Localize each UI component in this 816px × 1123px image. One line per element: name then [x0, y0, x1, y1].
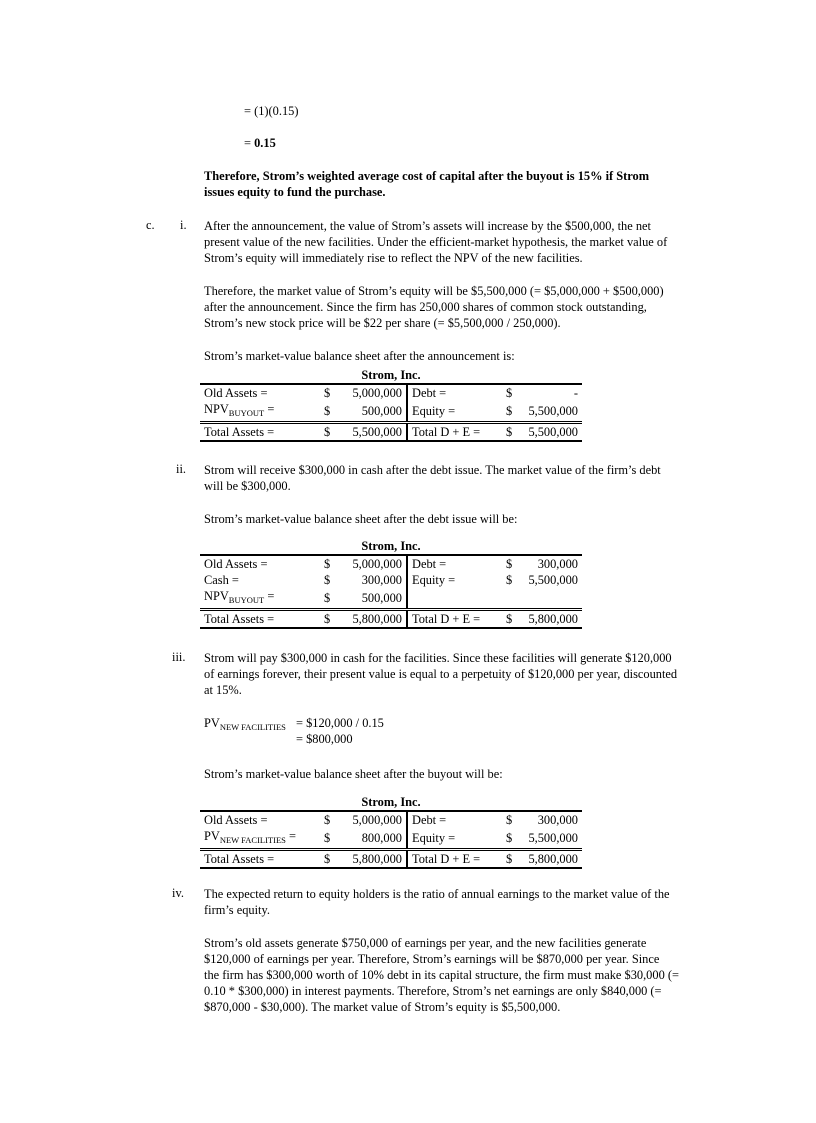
row-amount: $ 500,000 — [320, 401, 407, 423]
total-right-label: Total D + E = — [407, 610, 502, 629]
item-i-paragraph-3: Strom’s market-value balance sheet after the announcement is: — [204, 349, 515, 363]
item-iii-paragraph-2: Strom’s market-value balance sheet after the buyout will be: — [204, 767, 503, 781]
equation-line-2 — [244, 136, 276, 151]
table-row — [200, 384, 582, 401]
row-right-amount: $ 300,000 — [502, 555, 582, 572]
table-row — [200, 401, 582, 423]
total-amount: $ 5,800,000 — [320, 850, 407, 869]
balance-sheet-title: Strom, Inc. — [361, 539, 421, 553]
item-i-numeral: i. — [180, 218, 187, 232]
row-label: $NPV_{BUYOUT}$ = — [204, 402, 275, 418]
item-iv-paragraph-2: Strom’s old assets generate $750,000 of earnings per year, and the new facilities generate $120,000 of earnings per year. Therefore, Strom’s earnings will be $870,000 per year. Since the firm has $300,000 worth of 10% debt in its capital structure, the firm must make $30,000 (= 0.10 * $300,000) in interest payments. Therefore, Strom’s net earnings are only $840,000 (= $870,000 - $30,000). The market value of Strom’s equity is $5,500,000. — [204, 936, 679, 1014]
row-label: $PV_{NEW FACILITIES}$ = — [204, 829, 296, 845]
row-label: Old Assets = — [200, 384, 320, 401]
total-label: Total Assets = — [200, 423, 320, 442]
total-amount: $ 5,800,000 — [320, 610, 407, 629]
row-amount: $ 5,000,000 — [320, 811, 407, 828]
item-iv-numeral: iv. — [172, 886, 184, 900]
row-right-label: Debt = — [407, 555, 502, 572]
total-right-amount: $ 5,800,000 — [502, 610, 582, 629]
table-total-row — [200, 610, 582, 629]
balance-sheet-debt-issue — [200, 538, 582, 629]
table-row — [200, 555, 582, 572]
row-right-label: Equity = — [412, 404, 456, 418]
total-label: Total Assets = — [200, 610, 320, 629]
total-amount: $ 5,500,000 — [320, 423, 407, 442]
pv-formula-line-2: = $800,000 — [296, 732, 353, 746]
row-right-label: Debt = — [407, 811, 502, 828]
total-right-label: Total D + E = — [407, 423, 502, 442]
total-label: Total Assets = — [200, 850, 320, 869]
pv-new-facilities-label: $PV_{NEW FACILITIES}$ — [204, 716, 286, 732]
row-right-label: Equity = — [412, 573, 456, 587]
wacc-conclusion: Therefore, Strom’s weighted average cost of capital after the buyout is 15% if Strom issues equity to fund the purchase. — [204, 169, 650, 199]
part-c-letter: c. — [146, 218, 155, 232]
row-label: $NPV_{BUYOUT}$ = — [204, 589, 275, 605]
row-amount: $ 5,000,000 — [320, 384, 407, 401]
table-row — [200, 811, 582, 828]
balance-sheet-title: Strom, Inc. — [361, 368, 421, 382]
total-right-amount: $ 5,500,000 — [502, 423, 582, 442]
table-total-row — [200, 850, 582, 869]
balance-sheet-buyout — [200, 794, 582, 869]
row-right-amount — [502, 588, 582, 610]
row-amount: $ 5,000,000 — [320, 555, 407, 572]
balance-sheet-title: Strom, Inc. — [361, 795, 421, 809]
item-i-paragraph-1: After the announcement, the value of Strom’s assets will increase by the $500,000, the net present value of the new facilities. Under the efficient-market hypothesis, the market value of Strom’s equity will immediately rise to reflect the NPV of the new facilities. — [204, 219, 668, 265]
equation-line-2-value: 0.15 — [254, 136, 276, 150]
row-label: Old Assets = — [200, 555, 320, 572]
row-right-label — [407, 588, 502, 610]
total-right-amount: $ 5,800,000 — [502, 850, 582, 869]
item-iii-paragraph-1: Strom will pay $300,000 in cash for the facilities. Since these facilities will generate $120,000 of earnings forever, their present value is equal to a perpetuity of $120,000 per year, discounted at 15%. — [204, 651, 678, 697]
row-right-amount: $ 5,500,000 — [506, 573, 578, 587]
total-right-label: Total D + E = — [407, 850, 502, 869]
balance-sheet-announcement — [200, 367, 582, 442]
item-ii-paragraph-2: Strom’s market-value balance sheet after the debt issue will be: — [204, 512, 518, 526]
table-row — [200, 572, 582, 588]
equation-line-1: = (1)(0.15) — [244, 104, 299, 118]
row-amount: $ 500,000 — [320, 588, 407, 610]
table-total-row — [200, 423, 582, 442]
row-label: Old Assets = — [200, 811, 320, 828]
row-right-amount: $ - — [502, 384, 582, 401]
row-label: Cash = — [204, 573, 239, 587]
item-iii-numeral: iii. — [172, 650, 186, 664]
row-right-label: Equity = — [412, 831, 456, 845]
item-ii-paragraph-1: Strom will receive $300,000 in cash after the debt issue. The market value of the firm’s debt will be $300,000. — [204, 463, 661, 493]
item-ii-numeral: ii. — [176, 462, 186, 476]
row-right-label: Debt = — [407, 384, 502, 401]
item-i-paragraph-2: Therefore, the market value of Strom’s equity will be $5,500,000 (= $5,000,000 + $500,000) after the announcement. Since the firm has 250,000 shares of common stock outstanding, Strom’s new stock price will be $22 per share (= $5,500,000 / 250,000). — [204, 284, 664, 330]
row-right-amount: $ 5,500,000 — [506, 404, 578, 418]
table-row — [200, 588, 582, 610]
table-row — [200, 828, 582, 850]
row-right-amount: $ 300,000 — [502, 811, 582, 828]
item-iv-paragraph-1: The expected return to equity holders is the ratio of annual earnings to the market value of the firm’s equity. — [204, 887, 670, 917]
pv-formula-line-1: = $120,000 / 0.15 — [296, 716, 384, 730]
row-amount: $ 800,000 — [320, 828, 407, 850]
equation-line-2-prefix: = — [244, 136, 251, 150]
row-right-amount: $ 5,500,000 — [506, 831, 578, 845]
row-amount: $ 300,000 — [320, 572, 407, 588]
